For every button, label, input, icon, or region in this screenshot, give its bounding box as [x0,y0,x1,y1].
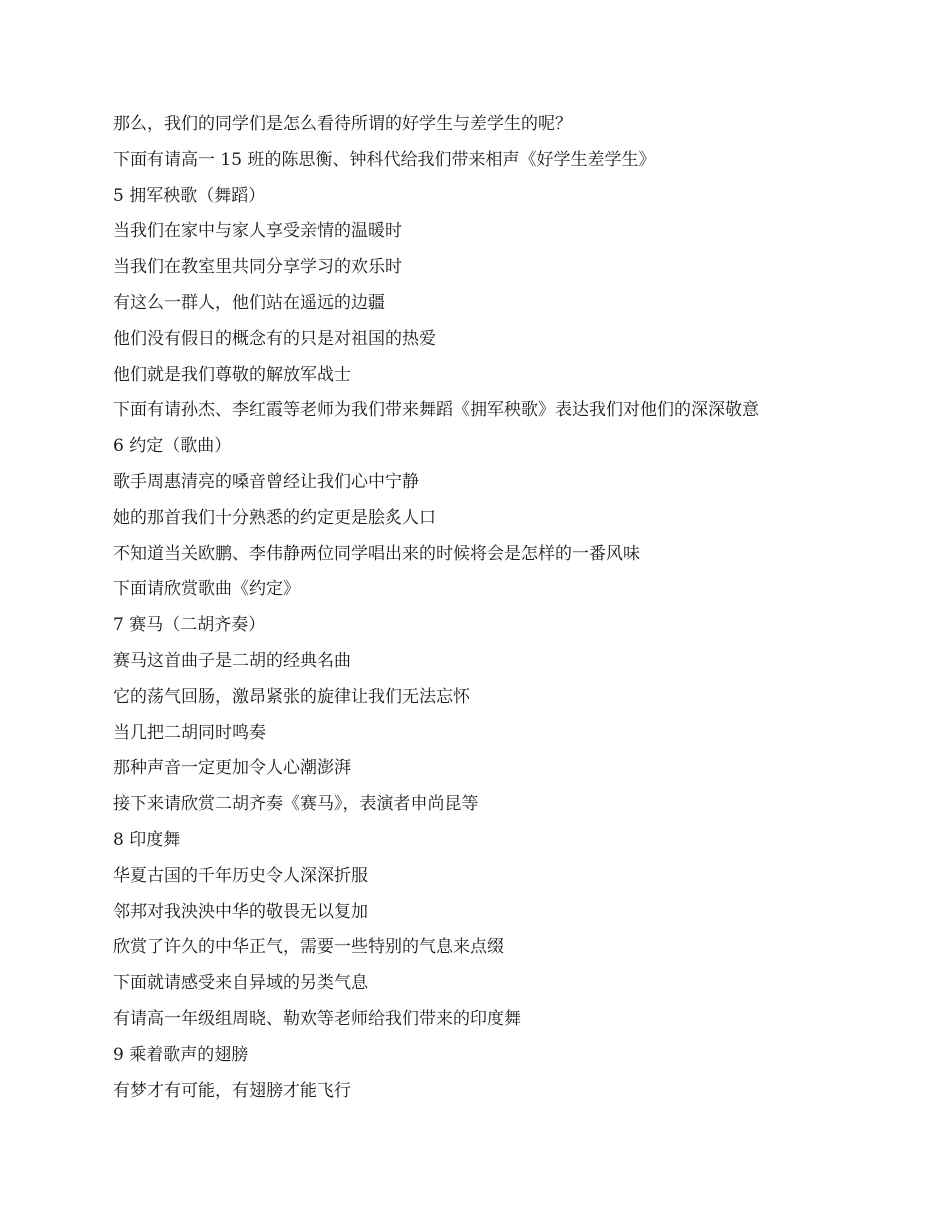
section-heading: 9 乘着歌声的翅膀 [113,1044,249,1065]
text-line: 不知道当关欧鹏、李伟静两位同学唱出来的时候将会是怎样的一番风味 [113,543,640,564]
text-line: 下面请欣赏歌曲《约定》 [113,579,300,600]
text-line: 华夏古国的千年历史令人深深折服 [113,865,368,886]
text-line: 有这么一群人，他们站在遥远的边疆 [113,292,385,313]
text-line: 欣赏了许久的中华正气，需要一些特别的气息来点缀 [113,937,504,958]
text-line: 歌手周惠清亮的嗓音曾经让我们心中宁静 [113,471,419,492]
text-line: 接下来请欣赏二胡齐奏《赛马》，表演者申尚昆等 [113,794,479,815]
section-heading: 7 赛马（二胡齐奏） [113,615,266,636]
text-line: 那种声音一定更加令人心潮澎湃 [113,758,351,779]
text-line: 当我们在家中与家人享受亲情的温暖时 [113,221,402,242]
text-line: 当我们在教室里共同分享学习的欢乐时 [113,257,402,278]
text-line: 下面有请高一 15 班的陈思衡、钟科代给我们带来相声《好学生差学生》 [113,149,656,170]
text-line: 当几把二胡同时鸣奏 [113,722,266,743]
text-line: 下面有请孙杰、李红霞等老师为我们带来舞蹈《拥军秧歌》表达我们对他们的深深敬意 [113,400,759,421]
text-line: 下面就请感受来自异域的另类气息 [113,973,368,994]
text-line: 有请高一年级组周晓、勒欢等老师给我们带来的印度舞 [113,1008,521,1029]
text-line: 他们就是我们尊敬的解放军战士 [113,364,351,385]
text-line: 赛马这首曲子是二胡的经典名曲 [113,650,351,671]
text-line: 他们没有假日的概念有的只是对祖国的热爱 [113,328,436,349]
text-line: 有梦才有可能，有翅膀才能飞行 [113,1080,351,1101]
section-heading: 8 印度舞 [113,829,181,850]
section-heading: 5 拥军秧歌（舞蹈） [113,185,266,206]
section-heading: 6 约定（歌曲） [113,436,232,457]
text-line: 那么，我们的同学们是怎么看待所谓的好学生与差学生的呢？ [113,114,572,134]
document-body [113,107,893,1109]
text-line: 她的那首我们十分熟悉的约定更是脍炙人口 [113,507,436,528]
text-line: 邻邦对我泱泱中华的敬畏无以复加 [113,901,368,922]
text-line: 它的荡气回肠，激昂紧张的旋律让我们无法忘怀 [113,686,470,707]
